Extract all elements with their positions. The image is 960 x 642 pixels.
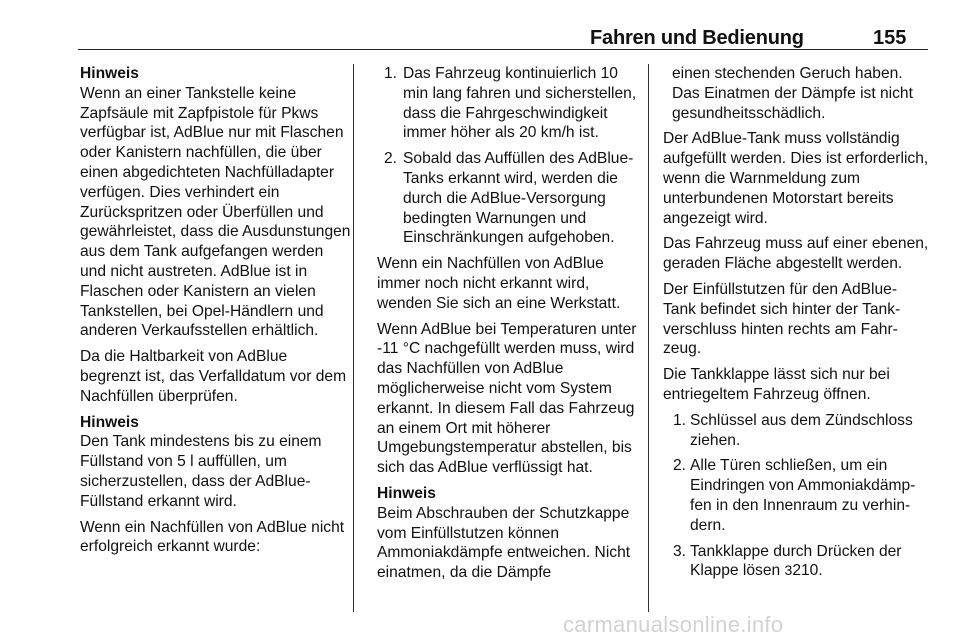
column-1 xyxy=(80,64,352,563)
paragraph: Der Einfüllstutzen für den AdBlue-Tank befindet sich hinter der Tankverschluss hinten rechts am Fahrzeug. xyxy=(663,280,901,358)
note-body: Den Tank mindestens bis zu einem Füllstand von 5 l auffüllen, um sicherzustellen, dass der AdBlue-Füllstand erkannt wird. xyxy=(80,433,322,510)
page-header-title: Fahren und Bedienung xyxy=(590,27,804,49)
list-item xyxy=(663,411,929,451)
paragraph: Wenn ein Nachfüllen von AdBlue nicht erfolgreich erkannt wurde: xyxy=(80,518,345,556)
list-item-text: Schlüssel aus dem Zündschloss ziehen. xyxy=(690,411,913,449)
numbered-list xyxy=(377,64,637,248)
numbered-list xyxy=(663,411,929,581)
list-number: 1. xyxy=(673,411,687,429)
note-heading: Hinweis xyxy=(377,484,436,502)
column-divider-1 xyxy=(353,64,354,612)
note-body: Wenn an einer Tankstelle keine Zapfsäule mit Zapfpistole für Pkws verfügbar ist, AdBlue nur mit Flaschen oder Kanistern nachfüllen, die über einen abgedichteten Nachfülladapter verfügen. Dies verhindert ein Zurückspritzen oder Überfüllen und gewährleistet, dass die Ausdunstungen aus dem Tank aufgefangen werden und nicht austreten. AdBlue ist in Flaschen oder Kanistern an vielen Tankstellen, bei Opel-Händlern und anderen Verkaufsstellen erhältlich. xyxy=(80,84,351,340)
list-item-text: Tankklappe durch Drücken der Klappe lösen xyxy=(690,542,902,580)
paragraph: Wenn ein Nachfüllen von AdBlue immer noch nicht erkannt wird, wenden Sie sich an eine Werkstatt. xyxy=(377,255,621,312)
header-rule xyxy=(78,49,928,50)
column-divider-2 xyxy=(648,64,649,612)
column-3 xyxy=(663,64,929,587)
list-number: 3. xyxy=(673,542,687,560)
page-reference-arrow-icon: 3 xyxy=(784,562,793,579)
note-heading: Hinweis xyxy=(80,65,139,82)
page-number: 155 xyxy=(873,27,907,49)
paragraph: Da die Haltbarkeit von AdBlue begrenzt ist, das Verfalldatum vor dem Nachfüllen überprüfen. xyxy=(80,348,347,405)
watermark: carmanualsonline.info xyxy=(563,612,784,637)
paragraph: Die Tankklappe lässt sich nur bei entriegeltem Fahrzeug öffnen. xyxy=(663,366,890,403)
note-body-continued: einen stechenden Geruch haben. Das Einatmen der Dämpfe ist nicht gesundheitsschädlich. xyxy=(672,65,913,122)
list-item-text: Alle Türen schließen, um ein Eindringen von Ammoniakdämpfen in den Innenraum zu verhindern. xyxy=(690,457,916,534)
paragraph: Das Fahrzeug muss auf einer ebenen, geraden Fläche abgestellt werden. xyxy=(663,235,929,273)
list-number: 2. xyxy=(673,457,687,475)
list-item xyxy=(663,456,929,535)
list-item xyxy=(663,542,929,582)
page-reference-link[interactable]: 210. xyxy=(792,562,823,580)
note-heading: Hinweis xyxy=(80,413,139,431)
paragraph: Wenn AdBlue bei Temperaturen unter -11 °C nachgefüllt werden muss, wird das Nachfüllen von AdBlue möglicherweise nicht vom System erkannt. In diesem Fall das Fahrzeug an einem Ort mit höherer Umgebungstemperatur abstellen, bis sich das AdBlue verflüssigt hat. xyxy=(377,320,637,477)
list-number: 2. xyxy=(384,150,398,168)
list-item-text: Das Fahrzeug kontinuierlich 10 min lang fahren und sicherstellen, dass die Fahrgeschwindigkeit immer höher als 20 km/h ist. xyxy=(403,65,637,142)
column-2 xyxy=(377,64,637,589)
list-item xyxy=(377,64,637,143)
note-body: Beim Abschrauben der Schutzkappe vom Einfüllstutzen können Ammoniakdämpfe entweichen. Nicht einatmen, da die Dämpfe xyxy=(377,504,631,582)
list-number: 1. xyxy=(384,65,398,82)
list-item-text: Sobald das Auffüllen des AdBlue-Tanks erkannt wird, werden die durch die AdBlue-Versorgung bedingten Warnungen und Einschränkungen aufgehoben. xyxy=(403,150,634,247)
paragraph: Der AdBlue-Tank muss vollständig aufgefüllt werden. Dies ist erforderlich, wenn die Warnmeldung zum unterbundenen Motorstart bereits angezeigt wird. xyxy=(663,130,929,227)
list-item xyxy=(377,149,637,248)
